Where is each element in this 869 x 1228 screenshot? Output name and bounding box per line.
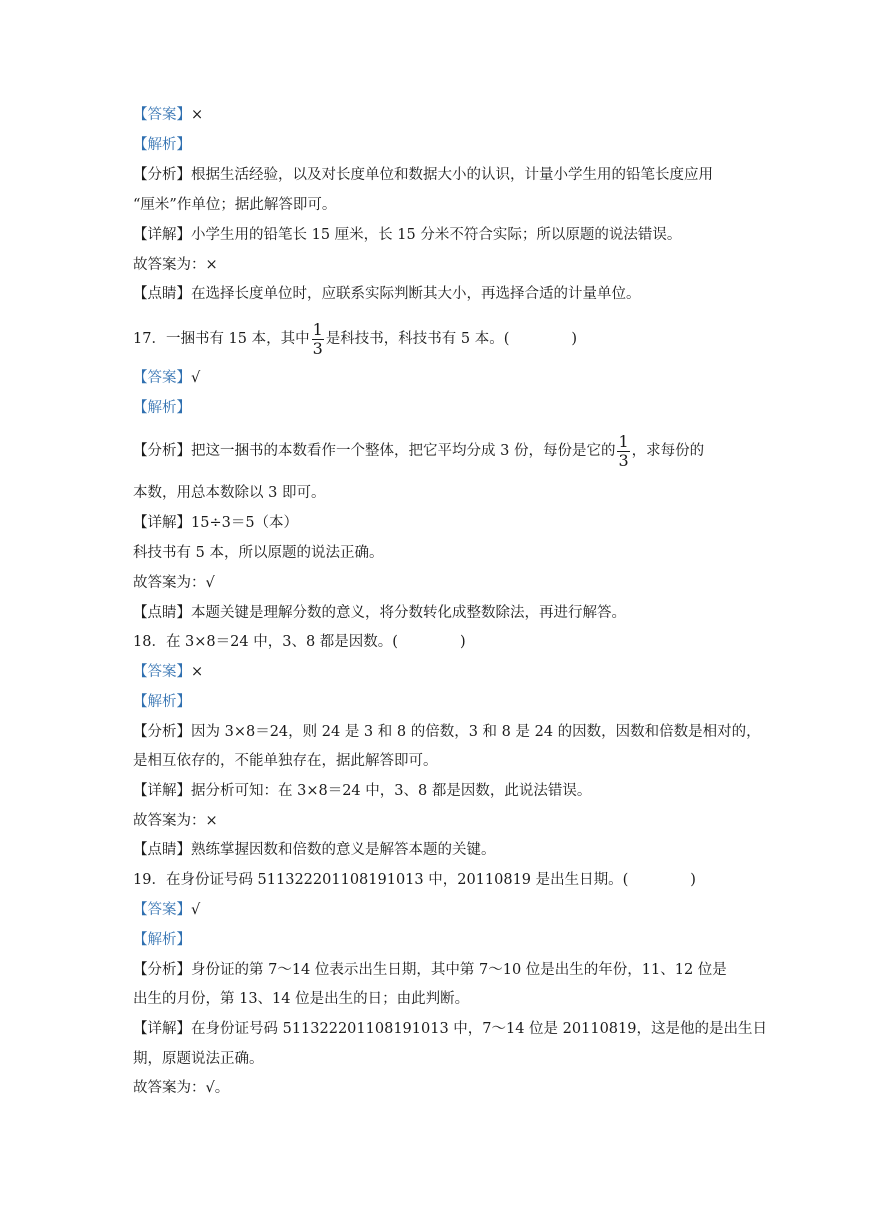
q18-fenxi-line2: 是相互依存的，不能单独存在，据此解答即可。 (133, 753, 438, 769)
answer-tag: 【答案】 (133, 902, 191, 918)
q17-question (133, 320, 577, 358)
xiangjie-tag: 【详解】 (133, 227, 191, 243)
q19-fenxi-line1 (133, 960, 727, 980)
q17-conclusion: 故答案为：√ (133, 575, 215, 591)
q17-fenxi-line1 (133, 432, 704, 470)
dianjing-text: 在选择长度单位时，应联系实际判断其大小，再选择合适的计量单位。 (191, 286, 641, 302)
fraction-one-third (312, 319, 324, 358)
q16-xiangjie-line1 (133, 225, 681, 245)
fenxi-text: 根据生活经验，以及对长度单位和数据大小的认识，计量小学生用的铅笔长度应用 (191, 167, 713, 183)
q18-xiangjie-line1 (133, 781, 591, 801)
q17-answer-line (133, 368, 200, 388)
fenxi-text: 身份证的第 7～14 位表示出生日期，其中第 7～10 位是出生的年份，11、12 位是 (191, 962, 727, 978)
answer-value: × (191, 107, 204, 123)
answer-value: √ (191, 370, 201, 386)
question-text: 17．一捆书有 15 本，其中 (133, 331, 310, 347)
dianjing-tag: 【点睛】 (133, 605, 191, 621)
q19-analysis-heading: 【解析】 (133, 932, 191, 948)
q18-dianjing-line1 (133, 840, 496, 860)
fraction-numerator: 1 (312, 319, 323, 339)
dianjing-text: 熟练掌握因数和倍数的意义是解答本题的关键。 (191, 842, 496, 858)
q18-fenxi-line1 (133, 722, 761, 742)
answer-tag: 【答案】 (133, 664, 191, 680)
q19-conclusion: 故答案为：√。 (133, 1080, 230, 1096)
fenxi-tag: 【分析】 (133, 443, 191, 459)
q16-dianjing-line1 (133, 284, 641, 304)
q18-question (133, 632, 466, 652)
xiangjie-tag: 【详解】 (133, 783, 191, 799)
answer-tag: 【答案】 (133, 370, 191, 386)
xiangjie-tag: 【详解】 (133, 1021, 191, 1037)
q19-question (133, 870, 696, 890)
q16-fenxi-line1 (133, 165, 713, 185)
q18-analysis-heading: 【解析】 (133, 694, 191, 710)
q16-fenxi-line2: “厘米”作单位；据此解答即可。 (133, 197, 337, 213)
question-close: ) (690, 872, 696, 888)
question-close: ) (459, 634, 466, 650)
q16-answer-line (133, 105, 203, 125)
fenxi-tag: 【分析】 (133, 962, 191, 978)
fraction-denominator: 3 (312, 338, 323, 358)
xiangjie-text: 小学生用的铅笔长 15 厘米，长 15 分米不符合实际；所以原题的说法错误。 (191, 227, 682, 243)
q17-xiangjie-line2: 科技书有 5 本，所以原题的说法正确。 (133, 545, 384, 561)
fenxi-text-cont: ，求每份的 (631, 443, 705, 459)
q17-xiangjie-line1 (133, 513, 298, 533)
q16-analysis-heading: 【解析】 (133, 137, 191, 153)
q17-analysis-heading: 【解析】 (133, 400, 191, 416)
question-text-cont: 是科技书，科技书有 5 本。( (325, 331, 510, 347)
question-text: 18．在 3×8＝24 中，3、8 都是因数。( (133, 634, 398, 650)
q17-fenxi-line2: 本数，用总本数除以 3 即可。 (133, 485, 326, 501)
fenxi-text: 把这一捆书的本数看作一个整体，把它平均分成 3 份，每份是它的 (191, 443, 616, 459)
q19-fenxi-line2: 出生的月份，第 13、14 位是出生的日；由此判断。 (133, 991, 470, 1007)
answer-tag: 【答案】 (133, 107, 191, 123)
fraction-numerator: 1 (618, 431, 629, 451)
q19-xiangjie-line1 (133, 1019, 767, 1039)
fenxi-tag: 【分析】 (133, 724, 191, 740)
answer-value: √ (191, 902, 201, 918)
q18-answer-line (133, 662, 203, 682)
dianjing-text: 本题关键是理解分数的意义，将分数转化成整数除法，再进行解答。 (191, 605, 626, 621)
xiangjie-text: 据分析可知：在 3×8＝24 中，3、8 都是因数，此说法错误。 (191, 783, 592, 799)
fenxi-tag: 【分析】 (133, 167, 191, 183)
q17-dianjing-line1 (133, 603, 626, 623)
q16-conclusion: 故答案为：× (133, 257, 218, 273)
q19-answer-line (133, 900, 200, 920)
xiangjie-text: 在身份证号码 511322201108191013 中，7～14 位是 20110819，这是他的是出生日 (191, 1021, 767, 1037)
question-text: 19．在身份证号码 511322201108191013 中，20110819 是出生日期。( (133, 872, 629, 888)
fraction-one-third (617, 431, 629, 470)
fenxi-text: 因为 3×8＝24，则 24 是 3 和 8 的倍数，3 和 8 是 24 的因数，因数和倍数是相对的， (191, 724, 761, 740)
xiangjie-text: 15÷3＝5（本） (191, 515, 299, 531)
fraction-denominator: 3 (618, 450, 629, 470)
dianjing-tag: 【点睛】 (133, 842, 191, 858)
answer-value: × (191, 664, 204, 680)
q18-conclusion: 故答案为：× (133, 813, 218, 829)
question-close: ) (571, 331, 578, 347)
q19-xiangjie-line2: 期，原题说法正确。 (133, 1051, 264, 1067)
dianjing-tag: 【点睛】 (133, 286, 191, 302)
xiangjie-tag: 【详解】 (133, 515, 191, 531)
